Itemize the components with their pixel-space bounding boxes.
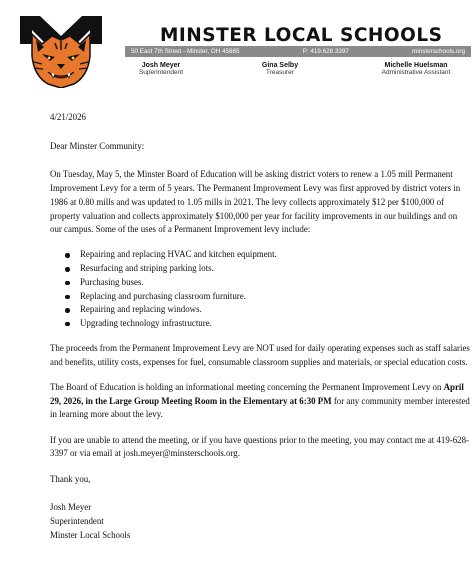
- levy-uses-list: [50, 248, 470, 330]
- meeting-text-start: The Board of Education is holding an informational meeting concerning the Permanent Improvement Levy on: [50, 382, 444, 393]
- staff-superintendent: [125, 62, 197, 76]
- staff-treasurer: [244, 62, 316, 76]
- meeting-details: April 29, 2026, in the Large Group Meeting Room in the Elementary at 6:30 PM: [50, 382, 464, 406]
- signature-name: Josh Meyer: [50, 502, 92, 513]
- staff-name: Gina Selby: [261, 62, 299, 69]
- signature-org: Minster Local Schools: [50, 529, 131, 540]
- staff-name: Michelle Huelsman: [384, 62, 448, 69]
- website: minsterschools.org: [412, 48, 465, 55]
- letter-greeting: Dear Minster Community:: [50, 140, 145, 151]
- list-item: Purchasing buses.: [80, 276, 470, 290]
- staff-title: Treasurer: [266, 69, 294, 76]
- staff-title: Administrative Assistant: [381, 69, 451, 76]
- phone: P: 419.628.3397: [302, 48, 349, 55]
- paragraph-levy-restrictions: The proceeds from the Permanent Improvement Levy are NOT used for daily operating expenses such as staff salaries and benefits, utility costs, expenses for fuel, consumable classroom supplies and materials, or special education costs.: [50, 343, 470, 367]
- signature-block: [50, 473, 470, 543]
- list-item: Repairing and replacing windows.: [80, 303, 470, 317]
- letter-body: [50, 111, 470, 542]
- list-item: Replacing and purchasing classroom furniture.: [80, 290, 470, 304]
- paragraph-meeting-info: [50, 381, 470, 422]
- list-item: Repairing and replacing HVAC and kitchen equipment.: [80, 248, 470, 262]
- paragraph-levy-intro: On Tuesday, May 5, the Minster Board of Education will be asking district voters to renew a 1.05 mill Permanent Improvement Levy for a term of 5 years. The Permanent Improvement Levy was first approved by district voters in 1986 at 0.80 mills and was updated to 1.05 mills in 2021. The levy collects approximately $12 per $100,000 of property valuation and collects approximately $100,000 per year for facility improvements in our buildings and on our campus. Some of the uses of a Permanent Improvement levy include:: [50, 169, 461, 235]
- closing: Thank you,: [50, 473, 91, 484]
- paragraph-contact: If you are unable to attend the meeting, or if you have questions prior to the meeting, you may contact me at 419-628-3397 or via email at josh.meyer@minsterschools.org.: [50, 434, 469, 459]
- staff-name: Josh Meyer: [141, 62, 181, 69]
- letter-date: 4/21/2026: [50, 112, 86, 122]
- meeting-text-end: for any community member interested in learning more about the levy.: [50, 395, 470, 420]
- staff-title: Superintendent: [138, 69, 184, 76]
- address: 50 East 7th Street - Minster, OH 45865: [131, 48, 240, 55]
- staff-admin-assistant: [366, 62, 466, 76]
- contact-info-bar: [125, 46, 471, 57]
- letterhead: [0, 0, 473, 100]
- list-item: Upgrading technology infrastructure.: [80, 317, 470, 331]
- school-name: MINSTER LOCAL SCHOOLS: [160, 25, 443, 46]
- signature-title: Superintendent: [50, 515, 104, 526]
- list-item: Resurfacing and striping parking lots.: [80, 262, 470, 276]
- wildcat-mascot-logo: [18, 14, 104, 88]
